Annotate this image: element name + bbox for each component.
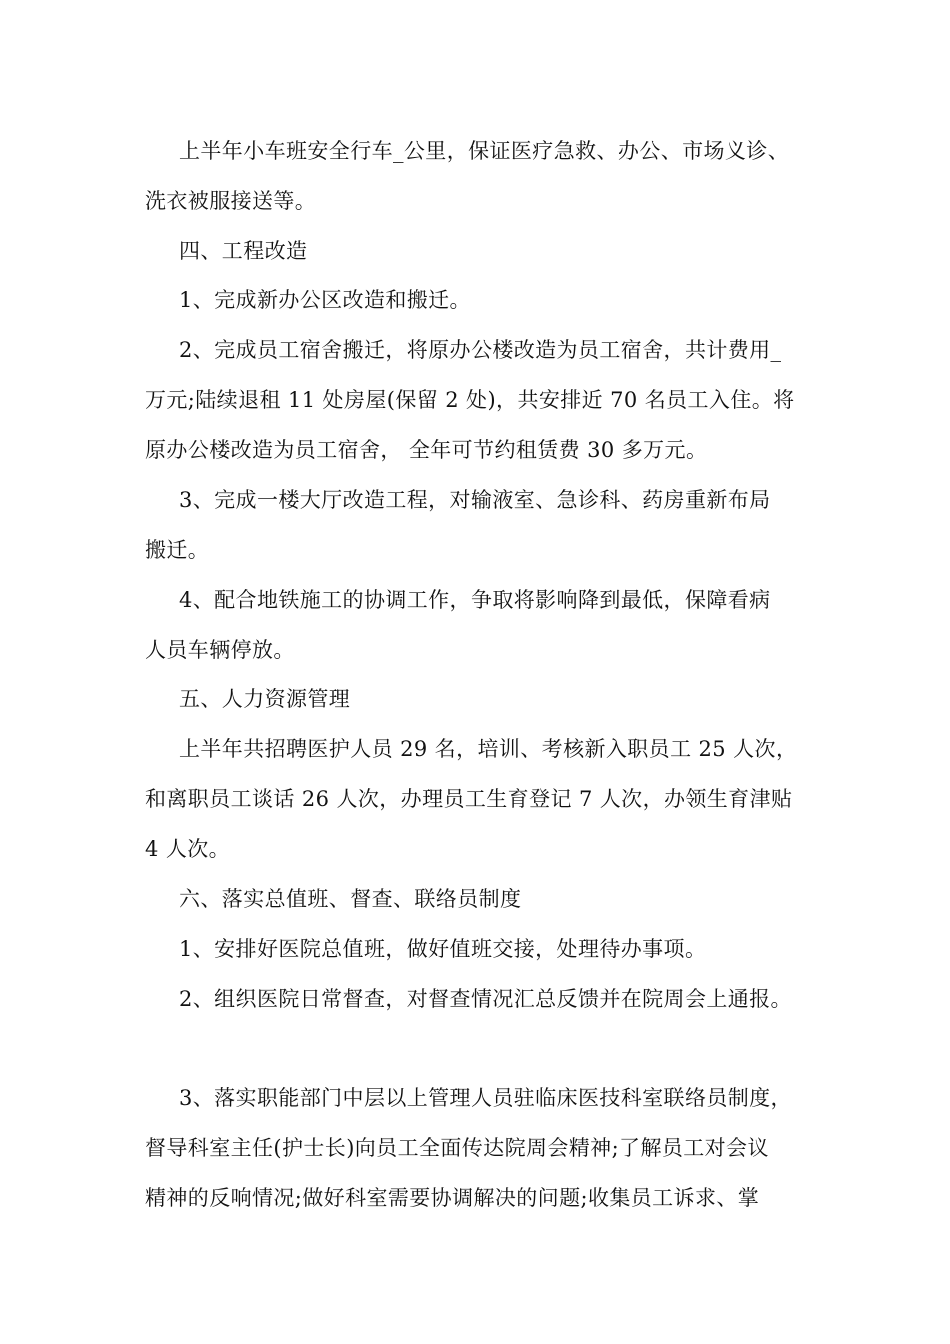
paragraph-line: 督导科室主任(护士长)向员工全面传达院周会精神;了解员工对会议 xyxy=(145,1136,769,1160)
list-item: 3、落实职能部门中层以上管理人员驻临床医技科室联络员制度， xyxy=(179,1086,792,1110)
paragraph-line: 搬迁。 xyxy=(145,538,210,562)
paragraph-line: 上半年小车班安全行车_公里，保证医疗急救、办公、市场义诊、 xyxy=(179,139,790,163)
list-item: 4、配合地铁施工的协调工作，争取将影响降到最低，保障看病 xyxy=(179,588,771,612)
paragraph-line: 和离职员工谈话 26 人次，办理员工生育登记 7 人次，办领生育津贴 xyxy=(145,787,793,811)
paragraph-line: 人员车辆停放。 xyxy=(145,638,295,662)
paragraph-line: 万元;陆续退租 11 处房屋(保留 2 处)，共安排近 70 名员工入住。将 xyxy=(145,388,795,412)
section-heading: 四、工程改造 xyxy=(179,239,308,263)
paragraph-line: 4 人次。 xyxy=(145,837,231,861)
list-item: 1、安排好医院总值班，做好值班交接，处理待办事项。 xyxy=(179,937,707,961)
list-item: 2、完成员工宿舍搬迁，将原办公楼改造为员工宿舍，共计费用_ xyxy=(179,338,782,362)
section-heading: 六、落实总值班、督查、联络员制度 xyxy=(179,887,522,911)
paragraph-line: 原办公楼改造为员工宿舍， 全年可节约租赁费 30 多万元。 xyxy=(145,438,708,462)
section-heading: 五、人力资源管理 xyxy=(179,687,351,711)
list-item: 2、组织医院日常督查，对督查情况汇总反馈并在院周会上通报。 xyxy=(179,987,792,1011)
paragraph-line: 上半年共招聘医护人员 29 名，培训、考核新入职员工 25 人次， xyxy=(179,737,798,761)
list-item: 3、完成一楼大厅改造工程，对输液室、急诊科、药房重新布局 xyxy=(179,488,771,512)
paragraph-line: 精神的反响情况;做好科室需要协调解决的问题;收集员工诉求、掌 xyxy=(145,1186,760,1210)
list-item: 1、完成新办公区改造和搬迁。 xyxy=(179,288,471,312)
paragraph-line: 洗衣被服接送等。 xyxy=(145,189,317,213)
